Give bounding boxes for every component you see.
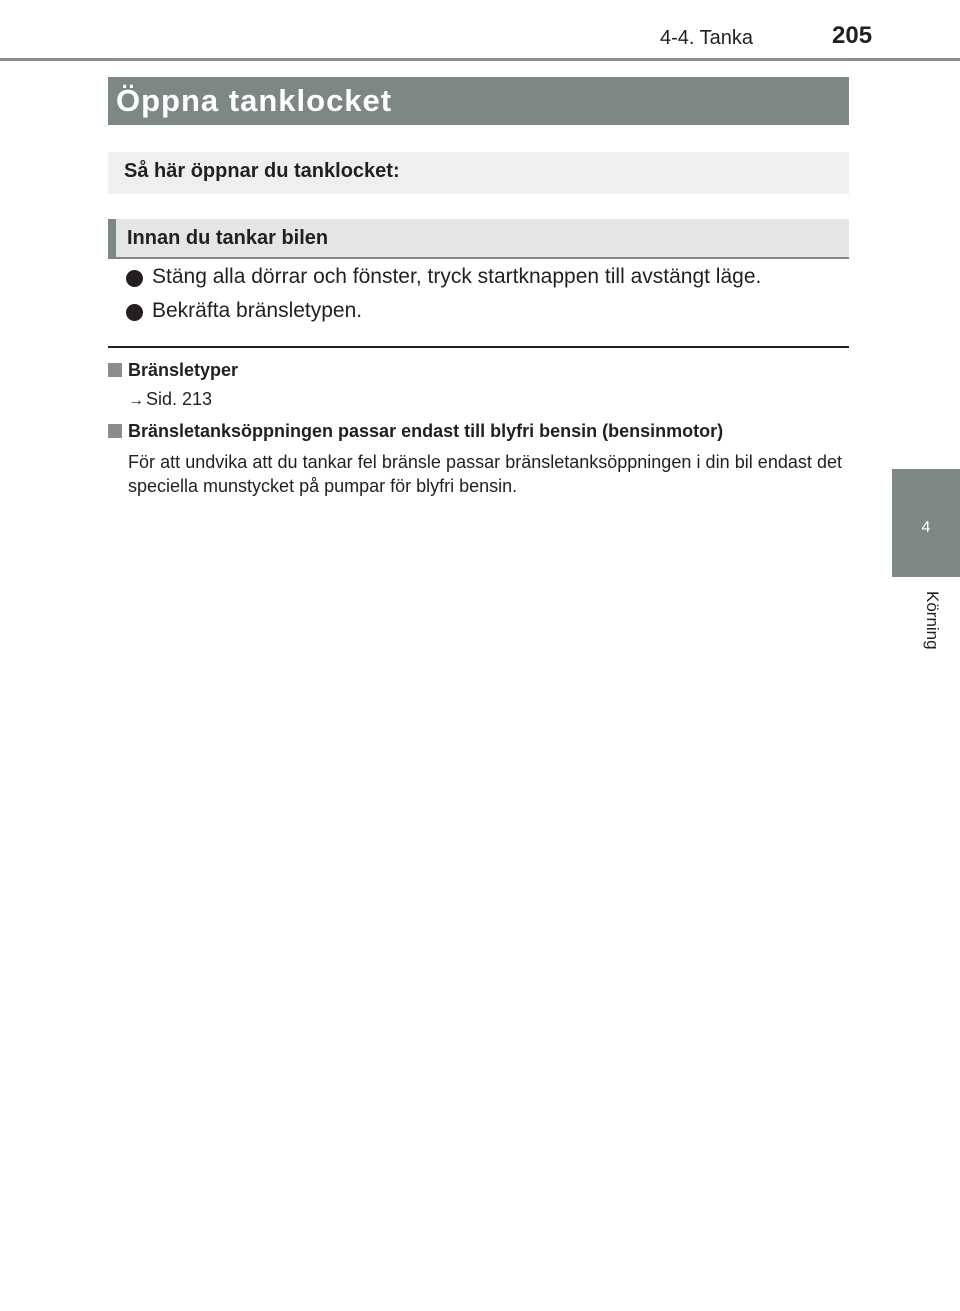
note-title [108,421,723,442]
subheading-bar [108,219,849,259]
header-divider [0,58,960,61]
intro-text: Så här öppnar du tanklocket: [124,160,400,182]
note-title-text: Bränsletanksöppningen passar endast till blyfri bensin (bensinmotor) [128,421,724,441]
title-bar [108,77,849,125]
chapter-tab[interactable] [892,469,960,577]
note-title-text: Bränsletyper [128,360,239,380]
subheading-text: Innan du tankar bilen [127,227,329,249]
section-divider [108,346,849,348]
section-header: 4-4. Tanka [660,27,754,49]
chapter-number: 4 [921,519,931,536]
intro-bar [108,152,849,194]
page-reference-text: Sid. 213 [146,389,213,409]
note-body: För att undvika att du tankar fel bränsle passar bränsletanksöppningen i din bil endast det speciella munstycket på pumpar för blyfri bensin. [128,452,842,496]
subheading-accent [108,219,116,257]
square-bullet-icon [108,363,122,377]
square-bullet-icon [108,424,122,438]
bullet-text: Stäng alla dörrar och fönster, tryck startknappen till avstängt läge. [152,265,762,288]
page-number: 205 [832,22,873,49]
chapter-label: Körning [923,591,942,650]
bullet-text: Bekräfta bränsletypen. [152,299,363,322]
arrow-icon: → [128,392,144,409]
bullet-dot-icon [126,270,143,287]
bullet-dot-icon [126,304,143,321]
note-title [108,360,238,381]
page-reference[interactable] [128,389,212,410]
page-title: Öppna tanklocket [116,83,393,118]
